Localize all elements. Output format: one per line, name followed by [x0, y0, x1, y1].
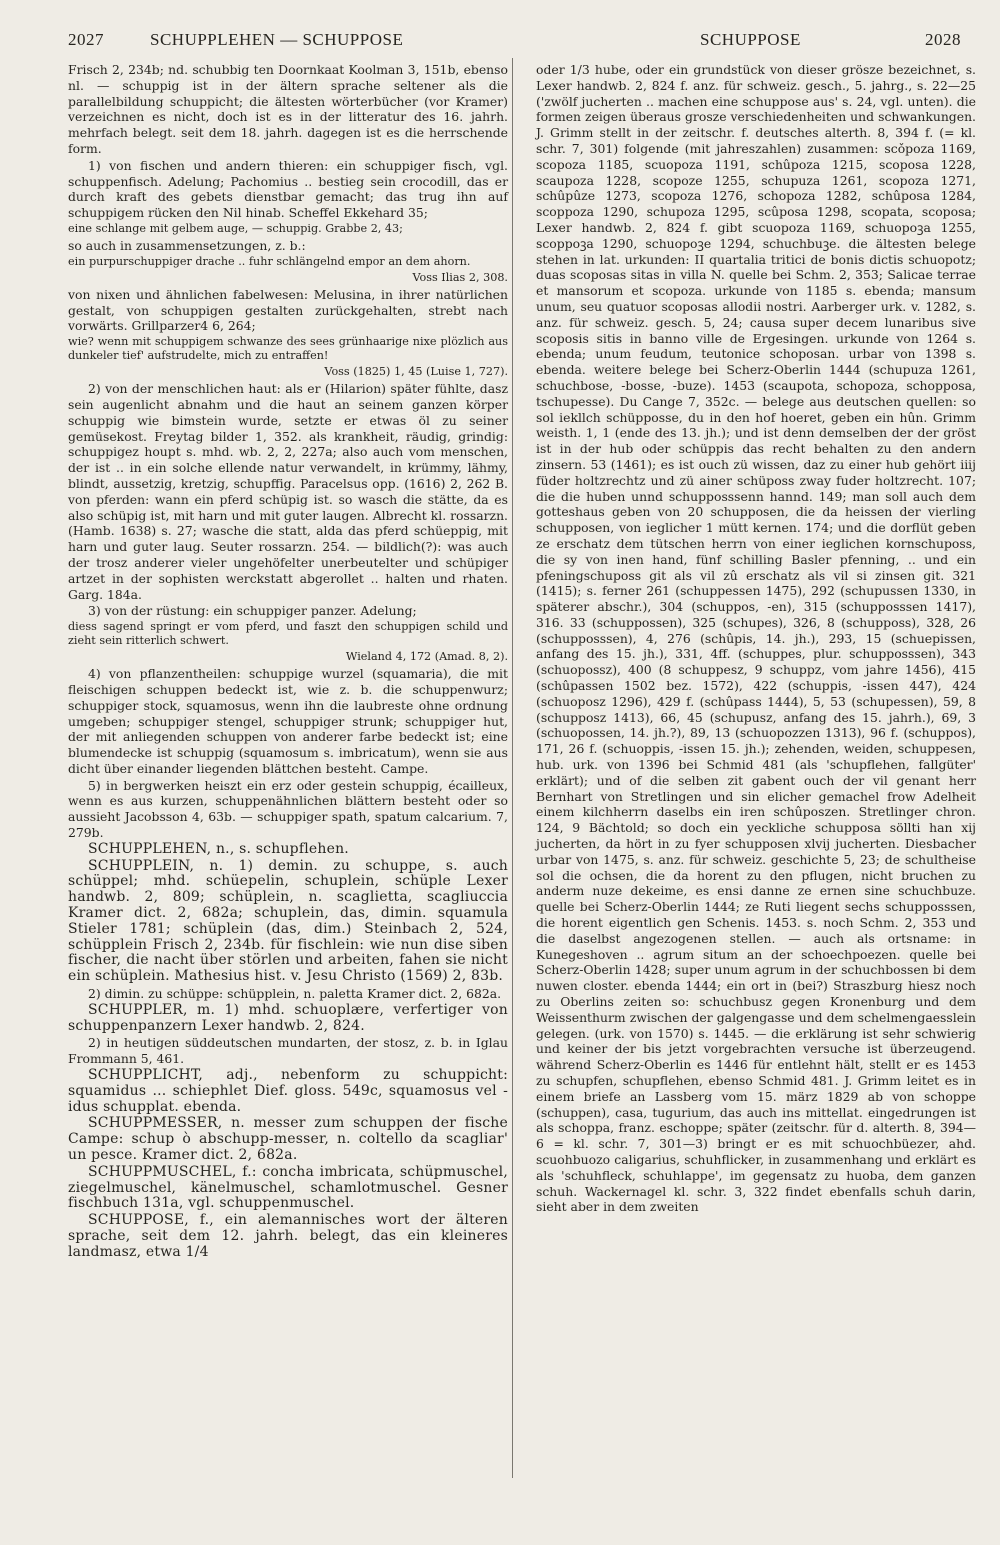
right-running-title: SCHUPPOSE: [700, 30, 801, 49]
right-column: [536, 62, 976, 1216]
dictionary-entry: SCHUPPMUSCHEL, f.: concha imbricata, schüpmuschel, ziegelmuschel, känelmuschel, schamlotmuschel. Gesner fischbuch 131a, vgl. schuppenmuschel.: [68, 1163, 508, 1212]
citation: Voss Ilias 2, 308.: [412, 270, 508, 284]
left-column: [68, 62, 508, 1262]
paragraph: von nixen und ähnlichen fabelwesen: Melusina, in ihrer natürlichen gestalt, von schuppigen gestalten zurückgehalten, strebt nach vorwärts. Grillparzer4 6, 264;: [68, 286, 508, 334]
paragraph: so auch in zusammensetzungen, z. b.:: [68, 237, 306, 253]
quotation: ein purpurschuppiger drache .. fuhr schlängelnd empor an dem ahorn.: [68, 254, 471, 268]
paragraph: 2) dimin. zu schüppe: schüpplein, n. paletta Kramer dict. 2, 682a.: [88, 986, 502, 1002]
citation: Voss (1825) 1, 45 (Luise 1, 727).: [324, 365, 508, 379]
paragraph: 4) von pflanzentheilen: schuppige wurzel (squamaria), die mit fleischigen schuppen bedeckt ist, wie z. b. die schuppenwurz; schuppiger stock, squamosus, wenn ihn die laubreste ohne ordnung umgeben; schuppiger stengel, schuppiger strunk; schuppiger hut, der mit anliegenden schuppen von anderer farbe bedeckt ist; eine blumendecke ist schuppig (squamosum s. imbricatum), wenn sie aus dicht über einander liegenden blättchen besteht. Campe.: [68, 666, 508, 776]
paragraph: oder 1/3 hube, oder ein grundstück von dieser grösze bezeichnet, s. Lexer handwb. 2, 824 f. anz. für schweiz. gesch., 5. jahrg., s. 22—25 ('zwölf jucherten .. machen eine schuppose aus' s. 24, vgl. unten). die formen zeigen überaus grosze verschiedenheiten und schwankungen. J. Grimm stellt in der zeitschr. f. deutsches alterth. 8, 394 f. (= kl. schr. 7, 301) folgende (mit jahreszahlen) zusammen: scǒpoza 1169, scopoza 1185, scuopoza 1191, schûpoza 1215, scoposa 1228, scaupoza 1228, scopoze 1255, schupuza 1261, scopoza 1271, schûpûze 1273, scopoza 1276, schopoza 1282, schûposa 1284, scoppoza 1290, schupoza 1295, scûposa 1298, scopata, scoposa; Lexer handwb. 2, 824 f. gibt scuopoza 1169, schuopoꝫa 1255, scoppoꝫa 1290, schuopoꝫe 1294, schuchbuꝫe. die ältesten belege stehen in lat. urkunden: II quartalia tritici de bonis dictis schuopotz; duas scoposas sitas in villa N. quelle bei Schm. 2, 353; Salicae terrae et mansorum et scopoza. urkunde von 1185 s. ebenda; mansum unum, seu quatuor scoposas allodii nostri. Aarberger urk. v. 1282, s. anz. für schweiz. gesch. 5, 24; causa super decem lunaribus sive scoposis sitis in banno ville de Ergesingen. urkunde von 1264 s. ebenda; unum feudum, teutonice schoposan. urbar von 1398 s. ebenda. weitere belege bei Scherz-Oberlin 1444 (schupuza 1261, schuchbose, -bosse, -buze). 1453 (scaupota, schopoza, schopposa, tschupesse). Du Cange 7, 352c. — belege aus deutschen quellen: so sol iekllch schüpposse, du in den hof hoeret, geben ein hûn. Grimm weisth. 1, 1 (ende des 13. jh.); und ist denn demselben der der gröst ist in der hub oder schüppis das recht behalten zu den andern zinsern. 53 (1461); es ist ouch zü wissen, daz zu einer hub gehört iiij füder holtzrechtz und zü ainer schüposs zway fuder holtzrecht. 107; die die huben unnd schupposssenn hannd. 149; man soll auch dem gotteshaus geben von 20 schupposen, die da heissen der vierling schupposen, von ieglicher 1 mütt kernen. 174; und die dorflüt geben ze erschatz dem tütschen herrn von einer ieglichen kornschuposs, die sy von inen hand, fünf schilling Basler pfenning, .. und ein pfeningschuposs git als vil zû erschatz als vil si zinsen git. 321 (1415); s. ferner 261 (schuppessen 1475), 292 (schupussen 1330, in späterer abschr.), 304 (schuppos, -en), 315 (schupposssen 1417), 316. 33 (schuppossen), 325 (schupes), 326, 8 (schupposs), 328, 26 (schupposssen), 4, 276 (schûpis, 14. jh.), 293, 15 (schuepissen, anfang des 15. jh.), 331, 4ff. (schuppes, plur. schupposssen), 343 (schuopossz), 400 (8 schuppesz, 9 schuppz, vom jahre 1456), 415 (schûpassen 1502 bez. 1572), 422 (schuppis, -issen 447), 424 (schuoposz 1296), 429 f. (schûpass 1444), 5, 53 (schupessen), 59, 8 (schupposz 1413), 66, 45 (schupusz, anfang des 15. jahrh.), 69, 3 (schuopossen, 14. jh.?), 89, 13 (schuopozzen 1313), 96 f. (schuppos), 171, 26 f. (schuoppis, -issen 15. jh.); zehenden, weiden, schuppesen, hub. urk. von 1396 bei Schmid 481 (als 'schupflehen, fallgüter' erklärt); und of die selben zit gabent ouch der vil genant herr Bernhart von Stretlingen und sin elicher gemachel frow Adelheit einem kilchherrn daselbs ein iren schûposzen. Stretlinger chron. 124, 9 Bächtold; so doch ein yeckliche schupposa söllti han xij jucherten, da hört in zu fyer schupposen xlvij jucherten. Diesbacher urbar von 1475, s. anz. für schweiz. geschichte 5, 23; de schultheise sol die ochsen, die da horent zu den pflugen, nicht bruchen zu anderm nuze dekeime, es ensi danne ze ernen sine schuchbuze. quelle bei Scherz-Oberlin 1444; ze Ruti liegent sechs schupposssen, die horent eigentlich gen Schenis. 1453. s. noch Schm. 2, 353 und die daselbst angezogenen stellen. — auch als ortsname: in Kunegeshoven .. agrum situm an der schoechpoezen. quelle bei Scherz-Oberlin 1428; super unum agrum in der schuchbossen bi dem nuwen closter. ebenda 1444; ein ort in (bei?) Straszburg hiesz noch zu Oberlins zeiten so: schuchbusz gegen Kronenburg und dem Weissenthurm zwischen der galgengasse und dem schelmengaesslein gelegen. (urk. von 1570) s. 1445. — die erklärung ist sehr schwierig und keiner der bis jetzt vorgebrachten versuche ist überzeugend. während Scherz-Oberlin es 1446 für entlehnt hält, stellt er es 1453 zu schupfen, schupflehen, ebenso Schmid 481. J. Grimm leitet es in einem briefe an Lassberg vom 15. märz 1829 ab von schoppe (schuppen), casa, tugurium, das auch ins mittellat. eingedrungen ist als schoppa, franz. eschoppe; später (zeitschr. für d. alterth. 8, 394—6 = kl. schr. 7, 301—3) bringt er es mit schuochbüezer, ahd. scuohbuozo caligarius, schuhflicker, in zusammenhang und erklärt es als 'schuhfleck, schuhlappe', im gegensatz zu huoba, dem ganzen schuh. Wackernagel kl. schr. 3, 322 findet ebenfalls schuh darin, sieht aber in dem zweiten: [536, 62, 976, 1215]
paragraph: 1) von fischen und andern thieren: ein schuppiger fisch, vgl. schuppenfisch. Adelung; Pachomius .. bestieg sein crocodill, das er durch kraft des gebets dienstbar gemacht; das trug ihn auf schuppigem rücken den Nil hinab. Scheffel Ekkehard 35;: [68, 157, 508, 221]
paragraph: 3) von der rüstung: ein schuppiger panzer. Adelung;: [88, 603, 417, 619]
citation: Wieland 4, 172 (Amad. 8, 2).: [345, 650, 508, 664]
dictionary-entry: SCHUPPOSE, f., ein alemannisches wort der älteren sprache, seit dem 12. jahrh. belegt, das ein kleineres landmasz, etwa 1/4: [68, 1212, 508, 1260]
left-running-title: SCHUPPLEHEN — SCHUPPOSE: [150, 30, 404, 49]
dictionary-entry: SCHUPPMESSER, n. messer zum schuppen der fische Campe: schup ò abschupp-messer, n. coltello da scagliar' un pesce. Kramer dict. 2, 682a.: [68, 1115, 508, 1164]
dictionary-entry: SCHUPPLER, m. 1) mhd. schuoplære, verfertiger von schuppenpanzern Lexer handwb. 2, 824.: [68, 1001, 508, 1034]
dictionary-entry: SCHUPPLEHEN, n., s. schupflehen.: [88, 840, 349, 857]
left-page-number: 2027: [68, 30, 104, 49]
paragraph: 5) in bergwerken heiszt ein erz oder gestein schuppig, écailleux, wenn es aus kurzen, schuppenähnlichen blättern besteht oder so aussieht Jacobsson 4, 63b. — schuppiger spath, spatum calcarium. 7, 279b.: [68, 777, 508, 841]
quotation: diess sagend springt er vom pferd, und faszt den schuppigen schild und zieht sein ritterlich schwert.: [68, 620, 508, 648]
dictionary-entry: SCHUPPLICHT, adj., nebenform zu schuppicht: squamidus ... schiephlet Dief. gloss. 549c, squamosus vel -idus schupplat. ebenda.: [68, 1067, 508, 1115]
column-divider: [512, 58, 513, 1478]
paragraph: 2) in heutigen süddeutschen mundarten, der stosz, z. b. in Iglau Frommann 5, 461.: [68, 1035, 508, 1067]
paragraph: Frisch 2, 234b; nd. schubbig ten Doornkaat Koolman 3, 151b, ebenso nl. — schuppig ist in der ältern sprache seltener als die parallelbildung schuppicht; die ältesten wörterbücher (vor Kramer) verzeichnen es nicht, doch ist es in der litteratur des 16. jahrh. mehrfach belegt. seit dem 18. jahrh. dagegen ist es die herrschende form.: [68, 62, 508, 156]
quotation: wie? wenn mit schuppigem schwanze des sees grünhaarige nixe plözlich aus dunkeler tief' aufstrudelte, mich zu entraffen!: [68, 335, 508, 363]
paragraph: 2) von der menschlichen haut: als er (Hilarion) später fühlte, dasz sein augenlicht abnahm und die haut an seinem ganzen körper schuppig wie bimstein wurde, setzte er etwas öl zu seiner gemüsekost. Freytag bilder 1, 352. als krankheit, räudig, grindig: schuppigez houpt s. mhd. wb. 2, 2, 227a; also auch vom menschen, der ist .. in ein solche ellende natur verwandelt, in krümmy, lähmy, blindt, aussetzig, kretzig, schupffig. Paracelsus opp. (1616) 2, 262 B. von pferden: wann ein pferd schüpig ist. so wasch die stätte, da es also schüpig ist, mit harn und mit guter laugen. Albrecht kl. rossarzn. (Hamb. 1638) s. 27; wasche die statt, alda das pferd schüeppig, mit harn und guter laug. Seuter rossarzn. 254. — bildlich(?): was auch der trosz anderer vieler ungehöfelter unerbeutelter und schüpiger artzet in der sophisten werckstatt abgerollet .. halten und rhaten. Garg. 184a.: [68, 381, 508, 602]
quotation: eine schlange mit gelbem auge, — schuppig. Grabbe 2, 43;: [68, 221, 403, 235]
dictionary-entry: SCHUPPLEIN, n. 1) demin. zu schuppe, s. auch schüppel; mhd. schüepelin, schuplein, schüple Lexer handwb. 2, 809; schüplein, n. scaglietta, scagliuccia Kramer dict. 2, 682a; schuplein, das, dimin. squamula Stieler 1781; schüplein (das, dim.) Steinbach 2, 524, schüpplein Frisch 2, 234b. für fischlein: wie nun dise siben fischer, die nacht über störlen und arbeiten, fahen sie nicht ein schüplein. Mathesius hist. v. Jesu Christo (1569) 2, 83b.: [68, 857, 508, 985]
right-page-number: 2028: [925, 30, 961, 49]
